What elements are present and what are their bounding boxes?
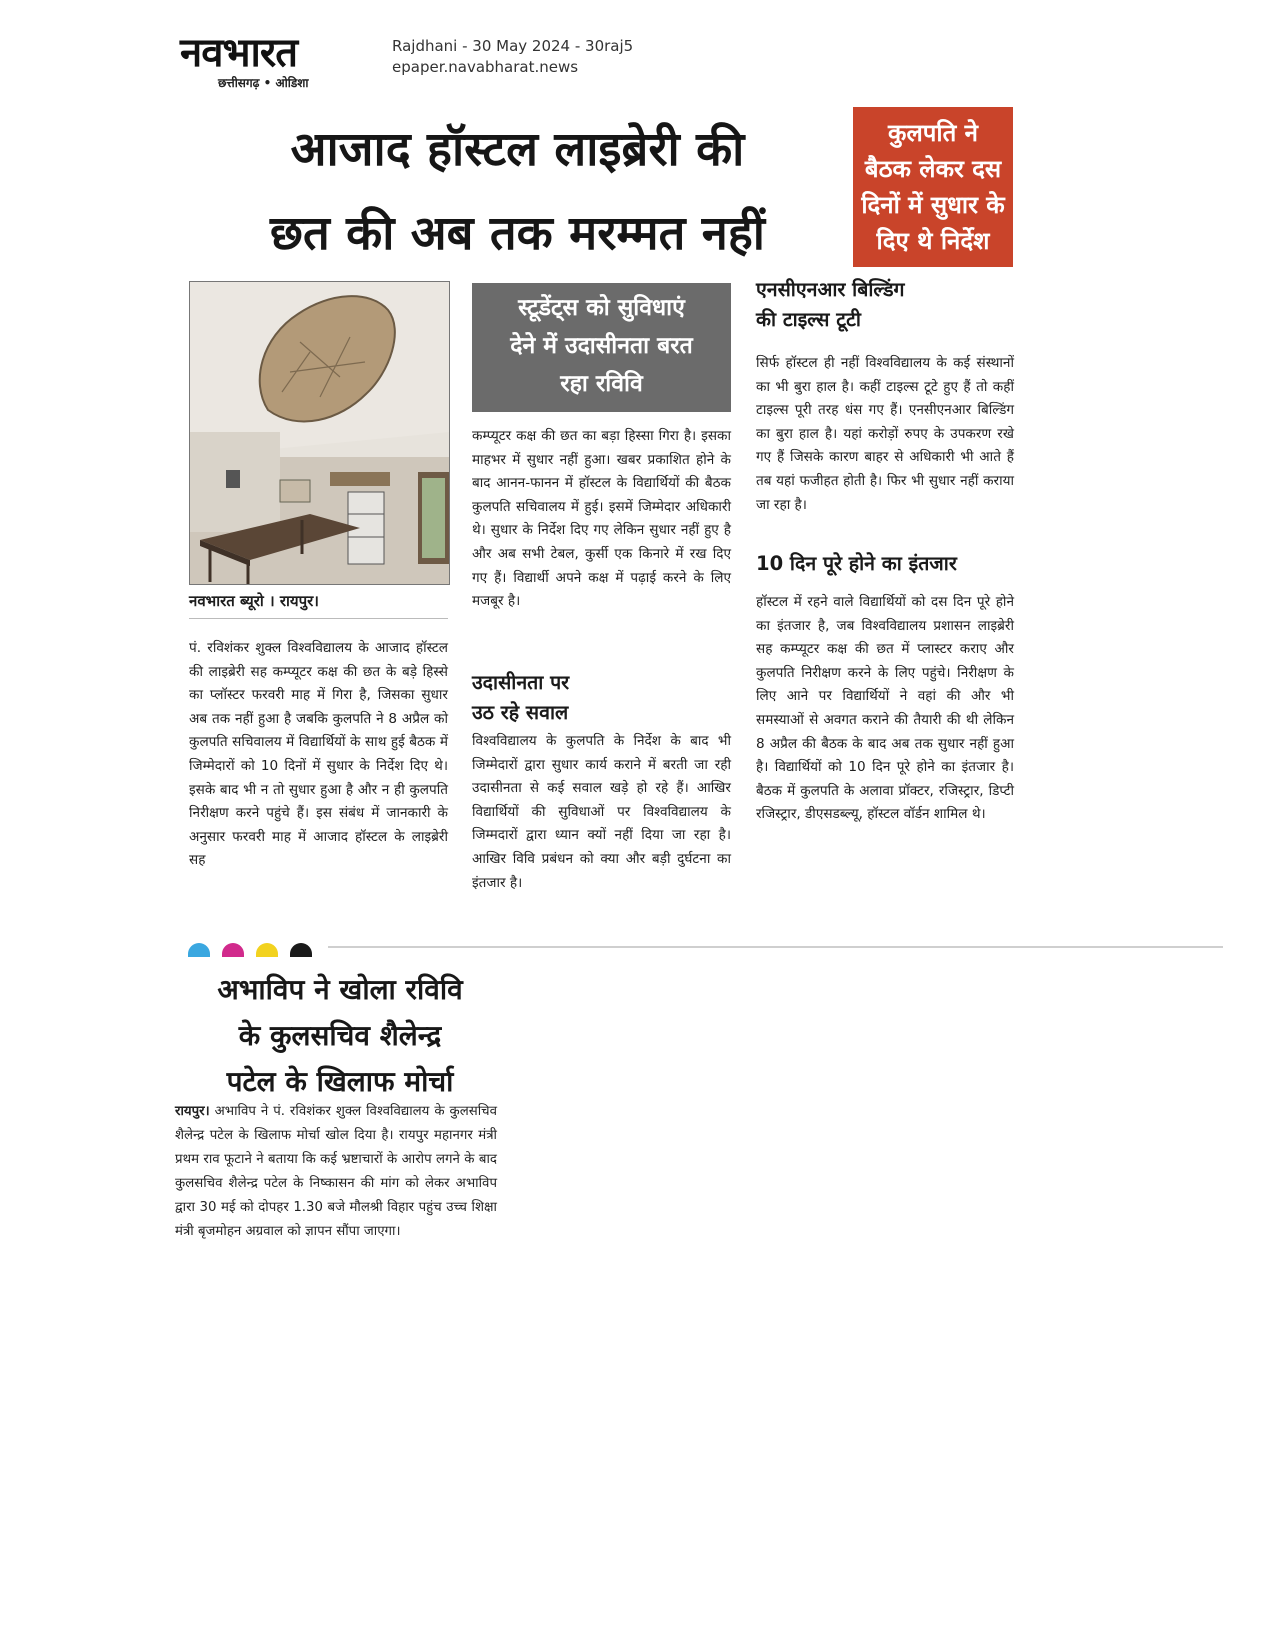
magenta-mark <box>222 943 244 957</box>
edition-meta <box>392 36 633 78</box>
edition-line: Rajdhani - 30 May 2024 - 30raj5 <box>392 37 634 55</box>
subhead-box <box>472 283 731 412</box>
main-headline <box>185 108 850 276</box>
yellow-mark <box>256 943 278 957</box>
article-column-3a: सिर्फ हॉस्टल ही नहीं विश्वविद्यालय के कई संस्थानों का भी बुरा हाल है। कहीं टाइल्स टूटे हुए हैं तो कहीं टाइल्स पूरी तरह धंस गए हैं। एनसीएनआर बिल्डिंग का बुरा हाल है। यहां करोड़ों रुपए के उपकरण रखे गए हैं जिसके कारण बाहर से अधिकारी भी आते हैं तब यहां फजीहत होती है। फिर भी सुधार नहीं कराया जा रहा है। <box>756 355 1014 513</box>
subheading-indifference <box>472 668 731 728</box>
highlight-line: दिनों में सुधार के <box>861 191 1005 219</box>
article-column-2b: विश्वविद्यालय के कुलपति के निर्देश के बाद भी जिम्मेदारों द्वारा सुधार कार्य कराने में बरती जा रही उदासीनता से कई सवाल खड़े हो रहे हैं। आखिर विद्यार्थियों की सुविधाओं पर विश्वविद्यालय के जिम्मदारों द्वारा ध्यान क्यों नहीं दिया जा रहा है। आखिर विवि प्रबंधन को क्या और बड़ी दुर्घटना का इंतजार है। <box>472 733 731 891</box>
newspaper-logo <box>180 30 375 92</box>
news-photo <box>189 281 450 585</box>
subheading-line: उठ रहे सवाल <box>472 701 569 724</box>
subheading-tiles <box>756 275 1014 335</box>
registration-marks <box>188 942 1035 960</box>
headline-line-2: छत की अब तक मरम्मत नहीं <box>270 206 765 261</box>
highlight-box <box>853 107 1013 267</box>
highlight-line: दिए थे निर्देश <box>876 227 990 255</box>
subheading-line: उदासीनता पर <box>472 671 570 694</box>
byline: नवभारत ब्यूरो । रायपुर। <box>189 592 319 610</box>
highlight-line: बैठक लेकर दस <box>864 155 1002 183</box>
black-mark <box>290 943 312 957</box>
damaged-ceiling-illustration <box>190 282 449 584</box>
cyan-mark <box>188 943 210 957</box>
dateline: रायपुर। <box>175 1104 210 1119</box>
subhead-box-line: स्टूडेंट्स को सुविधाएं <box>518 295 685 321</box>
logo-text: नवभारत <box>180 30 298 76</box>
epaper-url: epaper.navabharat.news <box>392 58 579 76</box>
byline-divider <box>189 618 448 619</box>
headline-line-1: आजाद हॉस्टल लाइब्रेरी की <box>290 122 745 177</box>
second-headline <box>180 967 500 1105</box>
article-column-2: कम्प्यूटर कक्ष की छत का बड़ा हिस्सा गिरा है। इसका माहभर में सुधार नहीं हुआ। खबर प्रकाशित होने के बाद आनन-फानन में हॉस्टल के विद्यार्थियों की बैठक कुलपति सचिवालय में हुई। इसमें जिम्मेदार अधिकारी थे। सुधार के निर्देश दिए गए लेकिन सुधार नहीं हुए है और अब सभी टेबल, कुर्सी एक किनारे में रख दिए गए हैं। विद्यार्थी अपने कक्ष में पढ़ाई करने के लिए मजबूर है। <box>472 428 731 610</box>
subheading-line: की टाइल्स टूटी <box>756 308 861 331</box>
article-column-3b: हॉस्टल में रहने वाले विद्यार्थियों को दस दिन पूरे होने का इंतजार है, जब विश्वविद्यालय प्रशासन लाइब्रेरी सह कम्प्यूटर कक्ष की छत में प्लास्टर कराए और कुलपति निरीक्षण करने के लिए पहुंचे। निरीक्षण के लिए आने पर विद्यार्थियों ने वहां की और भी समस्याओं से अवगत कराने की तैयारी की थी लेकिन 8 अप्रैल की बैठक के बाद अब तक सुधार नहीं हुआ है। विद्यार्थियों को 10 दिन पूरे होने का इंतजार है। बैठक में कुलपति के अलावा प्रॉक्टर, रजिस्ट्रार, डिप्टी रजिस्ट्रार, डीएसडब्ल्यू, हॉस्टल वॉर्डन शामिल थे। <box>756 594 1014 823</box>
second-headline-line: के कुलसचिव शैलेन्द्र <box>238 1019 442 1052</box>
article-column-1: पं. रविशंकर शुक्ल विश्वविद्यालय के आजाद हॉस्टल की लाइब्रेरी सह कम्प्यूटर कक्ष की छत के बड़े हिस्से का प्लॉस्टर फरवरी माह में गिरा है, जिसका सुधार अब तक नहीं हुआ है जबकि कुलपति ने 8 अप्रैल को कुलपति सचिवालय में विद्यार्थियों के साथ हुई बैठक में जिम्मेदारों को 10 दिनों में सुधार के निर्देश दिए थे। इसके बाद भी न तो सुधार हुआ है और न ही कुलपति निरीक्षण करने पहुंचे हैं। इस संबंध में जानकारी के अनुसार फरवरी माह में आजाद हॉस्टल के लाइब्रेरी सह <box>189 640 448 869</box>
subheading-line: एनसीएनआर बिल्डिंग <box>756 278 905 301</box>
second-headline-line: पटेल के खिलाफ मोर्चा <box>226 1065 454 1098</box>
second-article-text: अभाविप ने पं. रविशंकर शुक्ल विश्वविद्यालय के कुलसचिव शैलेन्द्र पटेल के खिलाफ मोर्चा खोल दिया है। रायपुर महानगर मंत्री प्रथम राव फूटाने ने बताया कि कई भ्रष्टाचारों के आरोप लगने के बाद कुलसचिव शैलेन्द्र पटेल के निष्कासन की मांग को लेकर अभाविप द्वारा 30 मई को दोपहर 1.30 बजे मौलश्री विहार पहुंच उच्च शिक्षा मंत्री बृजमोहन अग्रवाल को ज्ञापन सौंपा जाएगा। <box>175 1104 497 1239</box>
story-divider <box>328 946 1223 948</box>
subheading-wait: 10 दिन पूरे होने का इंतजार <box>756 552 957 575</box>
highlight-line: कुलपति ने <box>888 119 978 147</box>
second-headline-line: अभाविप ने खोला रविवि <box>217 973 463 1006</box>
second-article-body <box>175 1100 497 1244</box>
subhead-box-line: रहा रविवि <box>560 371 643 397</box>
logo-subtitle: छत्तीसगढ़ • ओडिशा <box>218 76 309 90</box>
subhead-box-line: देने में उदासीनता बरत <box>510 333 693 359</box>
